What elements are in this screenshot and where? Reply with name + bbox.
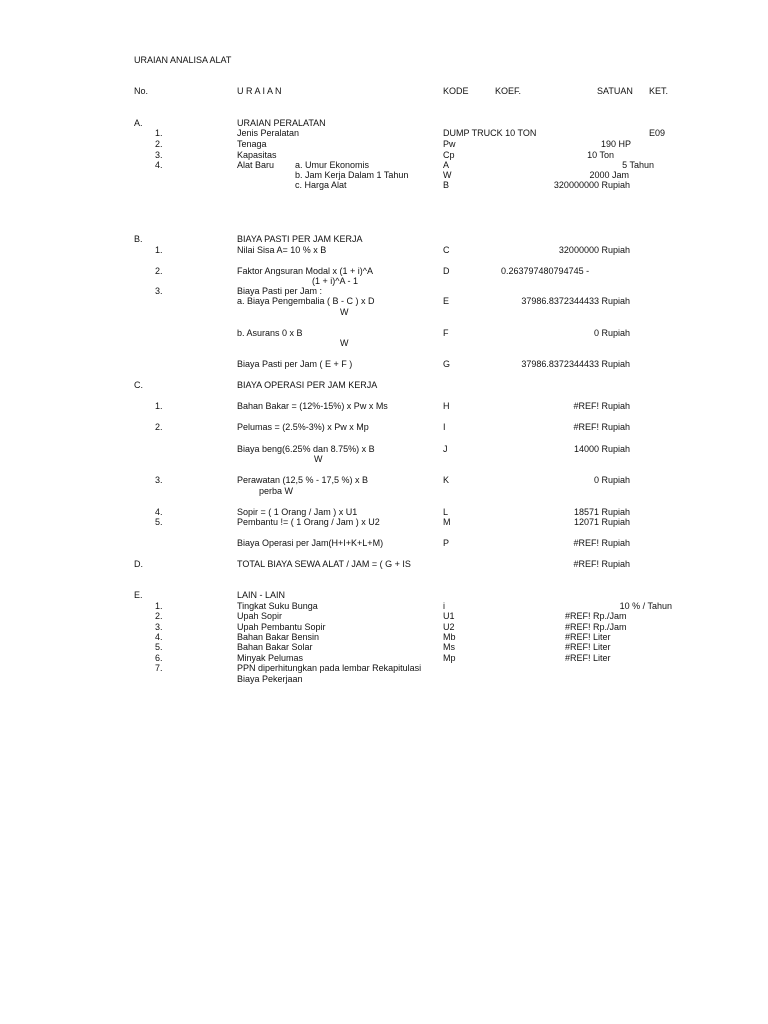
row-number: 3.	[155, 475, 163, 485]
jam-kerja-value: 2000 Jam	[589, 170, 629, 180]
jam-kerja-kode: W	[443, 170, 452, 180]
biaya-pasti-label: Biaya Pasti per Jam :	[237, 286, 323, 296]
row-number: 5.	[155, 642, 163, 652]
row-number: 1.	[155, 401, 163, 411]
row-number: 3.	[155, 150, 163, 160]
ppn-label-line2: Biaya Pekerjaan	[237, 674, 303, 684]
pelumas-kode: I	[443, 422, 446, 432]
section-b-heading: BIAYA PASTI PER JAM KERJA	[237, 234, 363, 244]
bensin-label: Bahan Bakar Bensin	[237, 632, 320, 642]
harga-value: 320000000 Rupiah	[553, 180, 630, 190]
jam-kerja-label: b. Jam Kerja Dalam 1 Tahun	[295, 170, 409, 180]
harga-kode: B	[443, 180, 450, 190]
row-number: 3.	[155, 622, 163, 632]
row-number: 3.	[155, 286, 163, 296]
total-sewa-value: #REF! Rupiah	[573, 559, 630, 569]
perawatan-kode: K	[443, 475, 450, 485]
section-a-letter: A.	[134, 118, 143, 128]
sopir-kode: L	[443, 507, 449, 517]
bengkel-value: 14000 Rupiah	[573, 444, 630, 454]
faktor-denominator: (1 + i)^A - 1	[312, 276, 358, 286]
header-kode: KODE	[443, 86, 469, 96]
upah-sopir-kode: U1	[443, 611, 455, 621]
umur-value: 5 Tahun	[622, 160, 654, 170]
bengkel-label: Biaya beng(6.25% dan 8.75%) x B	[237, 444, 375, 454]
row-number: 1.	[155, 128, 163, 138]
row-number: 2.	[155, 422, 163, 432]
sopir-label: Sopir = ( 1 Orang / Jam ) x U1	[237, 507, 358, 517]
biaya-pasti-total-label: Biaya Pasti per Jam ( E + F )	[237, 359, 353, 369]
section-e-heading: LAIN - LAIN	[237, 590, 286, 600]
biaya-operasi-total-label: Biaya Operasi per Jam(H+I+K+L+M)	[237, 538, 384, 548]
pelumas-value: #REF! Rupiah	[573, 422, 630, 432]
solar-kode: Ms	[443, 642, 455, 652]
section-a-heading: URAIAN PERALATAN	[237, 118, 326, 128]
row-number: 4.	[155, 160, 163, 170]
faktor-label: Faktor Angsuran Modal x (1 + i)^A	[237, 266, 374, 276]
suku-bunga-kode: i	[443, 601, 445, 611]
nilai-sisa-value: 32000000 Rupiah	[558, 245, 630, 255]
asuransi-value: 0 Rupiah	[593, 328, 630, 338]
bengkel-w: W	[314, 454, 323, 464]
header-satuan: SATUAN	[597, 86, 633, 96]
asuransi-w: W	[340, 338, 349, 348]
jenis-ket: E09	[649, 128, 666, 138]
harga-label: c. Harga Alat	[295, 180, 347, 190]
header-ket: KET.	[649, 86, 669, 96]
alat-baru-label: Alat Baru	[237, 160, 275, 170]
jenis-label: Jenis Peralatan	[237, 128, 300, 138]
nilai-sisa-kode: C	[443, 245, 450, 255]
row-number: 5.	[155, 517, 163, 527]
row-number: 1.	[155, 245, 163, 255]
pengembalian-value: 37986.8372344433 Rupiah	[521, 296, 630, 306]
pengembalian-label: a. Biaya Pengembalia ( B - C ) x D	[237, 296, 375, 306]
asuransi-kode: F	[443, 328, 449, 338]
pelumas-minyak-kode: Mp	[443, 653, 456, 663]
kapasitas-value: 10 Ton	[587, 150, 614, 160]
header-no: No.	[134, 86, 149, 96]
pelumas-minyak-value: #REF! Liter	[565, 653, 611, 663]
section-b-letter: B.	[134, 234, 143, 244]
row-number: 4.	[155, 507, 163, 517]
umur-kode: A	[443, 160, 450, 170]
section-e-letter: E.	[134, 590, 143, 600]
row-number: 1.	[155, 601, 163, 611]
row-number: 2.	[155, 266, 163, 276]
upah-pembantu-value: #REF! Rp./Jam	[565, 622, 627, 632]
sopir-value: 18571 Rupiah	[573, 507, 630, 517]
perawatan-sub: perba W	[259, 486, 294, 496]
tenaga-value: 190 HP	[600, 139, 631, 149]
row-number: 2.	[155, 139, 163, 149]
suku-bunga-label: Tingkat Suku Bunga	[237, 601, 318, 611]
pengembalian-w: W	[340, 307, 349, 317]
header-koef: KOEF.	[495, 86, 522, 96]
asuransi-label: b. Asurans 0 x B	[237, 328, 303, 338]
upah-pembantu-kode: U2	[443, 622, 455, 632]
section-c-heading: BIAYA OPERASI PER JAM KERJA	[237, 380, 378, 390]
biaya-pasti-total-kode: G	[443, 359, 451, 369]
umur-label: a. Umur Ekonomis	[295, 160, 370, 170]
page-title: URAIAN ANALISA ALAT	[134, 55, 232, 65]
row-number: 2.	[155, 611, 163, 621]
pembantu-value: 12071 Rupiah	[573, 517, 630, 527]
suku-bunga-value: 10 % / Tahun	[619, 601, 672, 611]
row-number: 7.	[155, 663, 163, 673]
faktor-kode: D	[443, 266, 450, 276]
tenaga-label: Tenaga	[237, 139, 267, 149]
biaya-operasi-total-kode: P	[443, 538, 450, 548]
nilai-sisa-label: Nilai Sisa A= 10 % x B	[237, 245, 327, 255]
perawatan-label: Perawatan (12,5 % - 17,5 %) x B	[237, 475, 369, 485]
bahan-bakar-label: Bahan Bakar = (12%-15%) x Pw x Ms	[237, 401, 388, 411]
upah-sopir-value: #REF! Rp./Jam	[565, 611, 627, 621]
pelumas-minyak-label: Minyak Pelumas	[237, 653, 304, 663]
jenis-value: DUMP TRUCK 10 TON	[443, 128, 537, 138]
solar-value: #REF! Liter	[565, 642, 611, 652]
perawatan-value: 0 Rupiah	[593, 475, 630, 485]
pelumas-label: Pelumas = (2.5%-3%) x Pw x Mp	[237, 422, 369, 432]
bahan-bakar-kode: H	[443, 401, 450, 411]
row-number: 4.	[155, 632, 163, 642]
upah-pembantu-label: Upah Pembantu Sopir	[237, 622, 326, 632]
biaya-operasi-total-value: #REF! Rupiah	[573, 538, 630, 548]
section-c-letter: C.	[134, 380, 143, 390]
pembantu-kode: M	[443, 517, 451, 527]
bensin-value: #REF! Liter	[565, 632, 611, 642]
pengembalian-kode: E	[443, 296, 450, 306]
bensin-kode: Mb	[443, 632, 456, 642]
biaya-pasti-total-value: 37986.8372344433 Rupiah	[521, 359, 630, 369]
tenaga-kode: Pw	[443, 139, 456, 149]
ppn-label: PPN diperhitungkan pada lembar Rekapitulasi	[237, 663, 422, 673]
row-number: 6.	[155, 653, 163, 663]
faktor-value: 0.263797480794745 -	[501, 266, 590, 276]
upah-sopir-label: Upah Sopir	[237, 611, 283, 621]
header-uraian: U R A I A N	[237, 86, 282, 96]
solar-label: Bahan Bakar Solar	[237, 642, 313, 652]
section-d-letter: D.	[134, 559, 143, 569]
pembantu-label: Pembantu != ( 1 Orang / Jam ) x U2	[237, 517, 380, 527]
kapasitas-kode: Cp	[443, 150, 455, 160]
section-d-heading: TOTAL BIAYA SEWA ALAT / JAM = ( G + IS	[237, 559, 411, 569]
kapasitas-label: Kapasitas	[237, 150, 277, 160]
bengkel-kode: J	[443, 444, 448, 454]
bahan-bakar-value: #REF! Rupiah	[573, 401, 630, 411]
